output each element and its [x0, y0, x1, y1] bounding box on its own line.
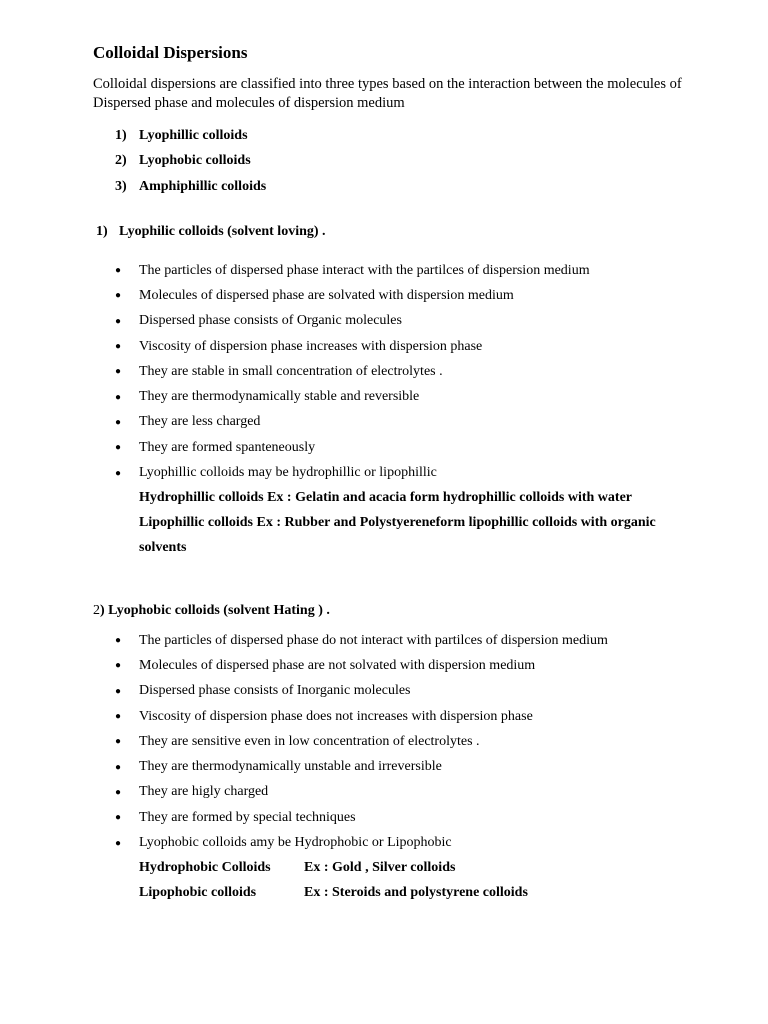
bullet-icon: ● — [115, 416, 122, 428]
section2-number: 2 — [93, 603, 100, 618]
bullet-text: They are sensitive even in low concentration of electrolytes . — [139, 733, 480, 749]
bullet-icon: ● — [115, 442, 122, 454]
bullet-text: Dispersed phase consists of Inorganic molecules — [139, 683, 411, 699]
bullet-icon: ● — [115, 736, 122, 748]
list-item — [115, 149, 266, 175]
colloid-types-list — [115, 123, 266, 200]
bullet-icon: ● — [115, 341, 122, 353]
bullet-item — [115, 754, 608, 779]
bullet-text: Molecules of dispersed phase are not solvated with dispersion medium — [139, 657, 536, 673]
bullet-item — [115, 359, 590, 384]
bullet-item — [115, 780, 608, 805]
section2-bullet-list — [115, 628, 608, 856]
bullet-item — [115, 435, 590, 460]
bullet-icon: ● — [115, 761, 122, 773]
list-label: Lyophobic colloids — [139, 153, 251, 169]
bullet-icon: ● — [115, 837, 122, 849]
list-label: Lyophillic colloids — [139, 127, 248, 143]
bullet-icon: ● — [115, 812, 122, 824]
bullet-text: They are formed spanteneously — [139, 439, 316, 455]
section2-examples — [139, 855, 528, 906]
bullet-icon: ● — [115, 660, 122, 672]
bullet-icon: ● — [115, 391, 122, 403]
example-row: Hydrophillic colloids Ex : Gelatin and acacia form hydrophillic colloids with water — [139, 489, 633, 505]
bullet-item — [115, 679, 608, 704]
example-label: Lipophobic colloids — [139, 884, 257, 900]
section1-number: 1) — [96, 224, 108, 239]
section1-examples — [139, 485, 739, 561]
section1-title: Lyophilic colloids (solvent loving) . — [119, 224, 326, 239]
bullet-text: The particles of dispersed phase interact with the partilces of dispersion medium — [139, 262, 590, 278]
bullet-item — [115, 309, 590, 334]
list-number: 2) — [115, 153, 127, 169]
bullet-icon: ● — [115, 315, 122, 327]
bullet-item — [115, 410, 590, 435]
section1-bullet-list — [115, 258, 590, 486]
page-title: Colloidal Dispersions — [93, 43, 248, 62]
bullet-text: The particles of dispersed phase do not interact with partilces of dispersion medium — [139, 632, 608, 648]
bullet-item — [115, 384, 590, 409]
bullet-item — [115, 628, 608, 653]
example-row: solvents — [139, 540, 187, 556]
section1-heading — [96, 224, 326, 240]
bullet-text: They are thermodynamically unstable and irreversible — [139, 759, 442, 775]
bullet-item — [115, 704, 608, 729]
bullet-text: Lyophillic colloids may be hydrophillic or lipophillic — [139, 465, 437, 481]
bullet-icon: ● — [115, 635, 122, 647]
bullet-icon: ● — [115, 366, 122, 378]
bullet-item — [115, 334, 590, 359]
bullet-item — [115, 729, 608, 754]
bullet-text: Viscosity of dispersion phase does not increases with dispersion phase — [139, 708, 533, 724]
bullet-icon: ● — [115, 711, 122, 723]
bullet-text: Dispersed phase consists of Organic molecules — [139, 313, 402, 329]
bullet-item — [115, 258, 590, 283]
example-row: Lipophillic colloids Ex : Rubber and Polystyereneform lipophillic colloids with organic — [139, 514, 656, 530]
example-row — [139, 855, 528, 880]
bullet-item — [115, 830, 608, 855]
bullet-icon: ● — [115, 467, 122, 479]
example-value: Ex : Gold , Silver colloids — [304, 859, 456, 875]
bullet-text: They are formed by special techniques — [139, 809, 356, 825]
bullet-item — [115, 805, 608, 830]
bullet-icon: ● — [115, 265, 122, 277]
bullet-text: They are less charged — [139, 414, 261, 430]
bullet-icon: ● — [115, 685, 122, 697]
intro-paragraph: Colloidal dispersions are classified into three types based on the interaction between the molecules of Dispersed phase and molecules of dispersion medium — [93, 76, 682, 111]
bullet-icon: ● — [115, 786, 122, 798]
bullet-text: Viscosity of dispersion phase increases with dispersion phase — [139, 338, 483, 354]
list-number: 3) — [115, 178, 127, 194]
bullet-text: They are thermodynamically stable and reversible — [139, 389, 420, 405]
bullet-item — [115, 283, 590, 308]
bullet-item — [115, 460, 590, 485]
bullet-text: Lyophobic colloids amy be Hydrophobic or Lipophobic — [139, 835, 452, 851]
list-label: Amphiphillic colloids — [139, 178, 267, 194]
bullet-text: They are higly charged — [139, 784, 269, 800]
example-label: Hydrophobic Colloids — [139, 859, 271, 875]
section2-title: ) Lyophobic colloids (solvent Hating ) . — [100, 603, 330, 618]
bullet-text: Molecules of dispersed phase are solvated with dispersion medium — [139, 287, 514, 303]
section2-heading — [93, 603, 330, 619]
list-item — [115, 174, 266, 200]
bullet-icon: ● — [115, 290, 122, 302]
example-row — [139, 880, 528, 905]
bullet-text: They are stable in small concentration of electrolytes . — [139, 363, 443, 379]
list-item — [115, 123, 266, 149]
bullet-item — [115, 653, 608, 678]
list-number: 1) — [115, 127, 127, 143]
example-value: Ex : Steroids and polystyrene colloids — [304, 884, 528, 900]
